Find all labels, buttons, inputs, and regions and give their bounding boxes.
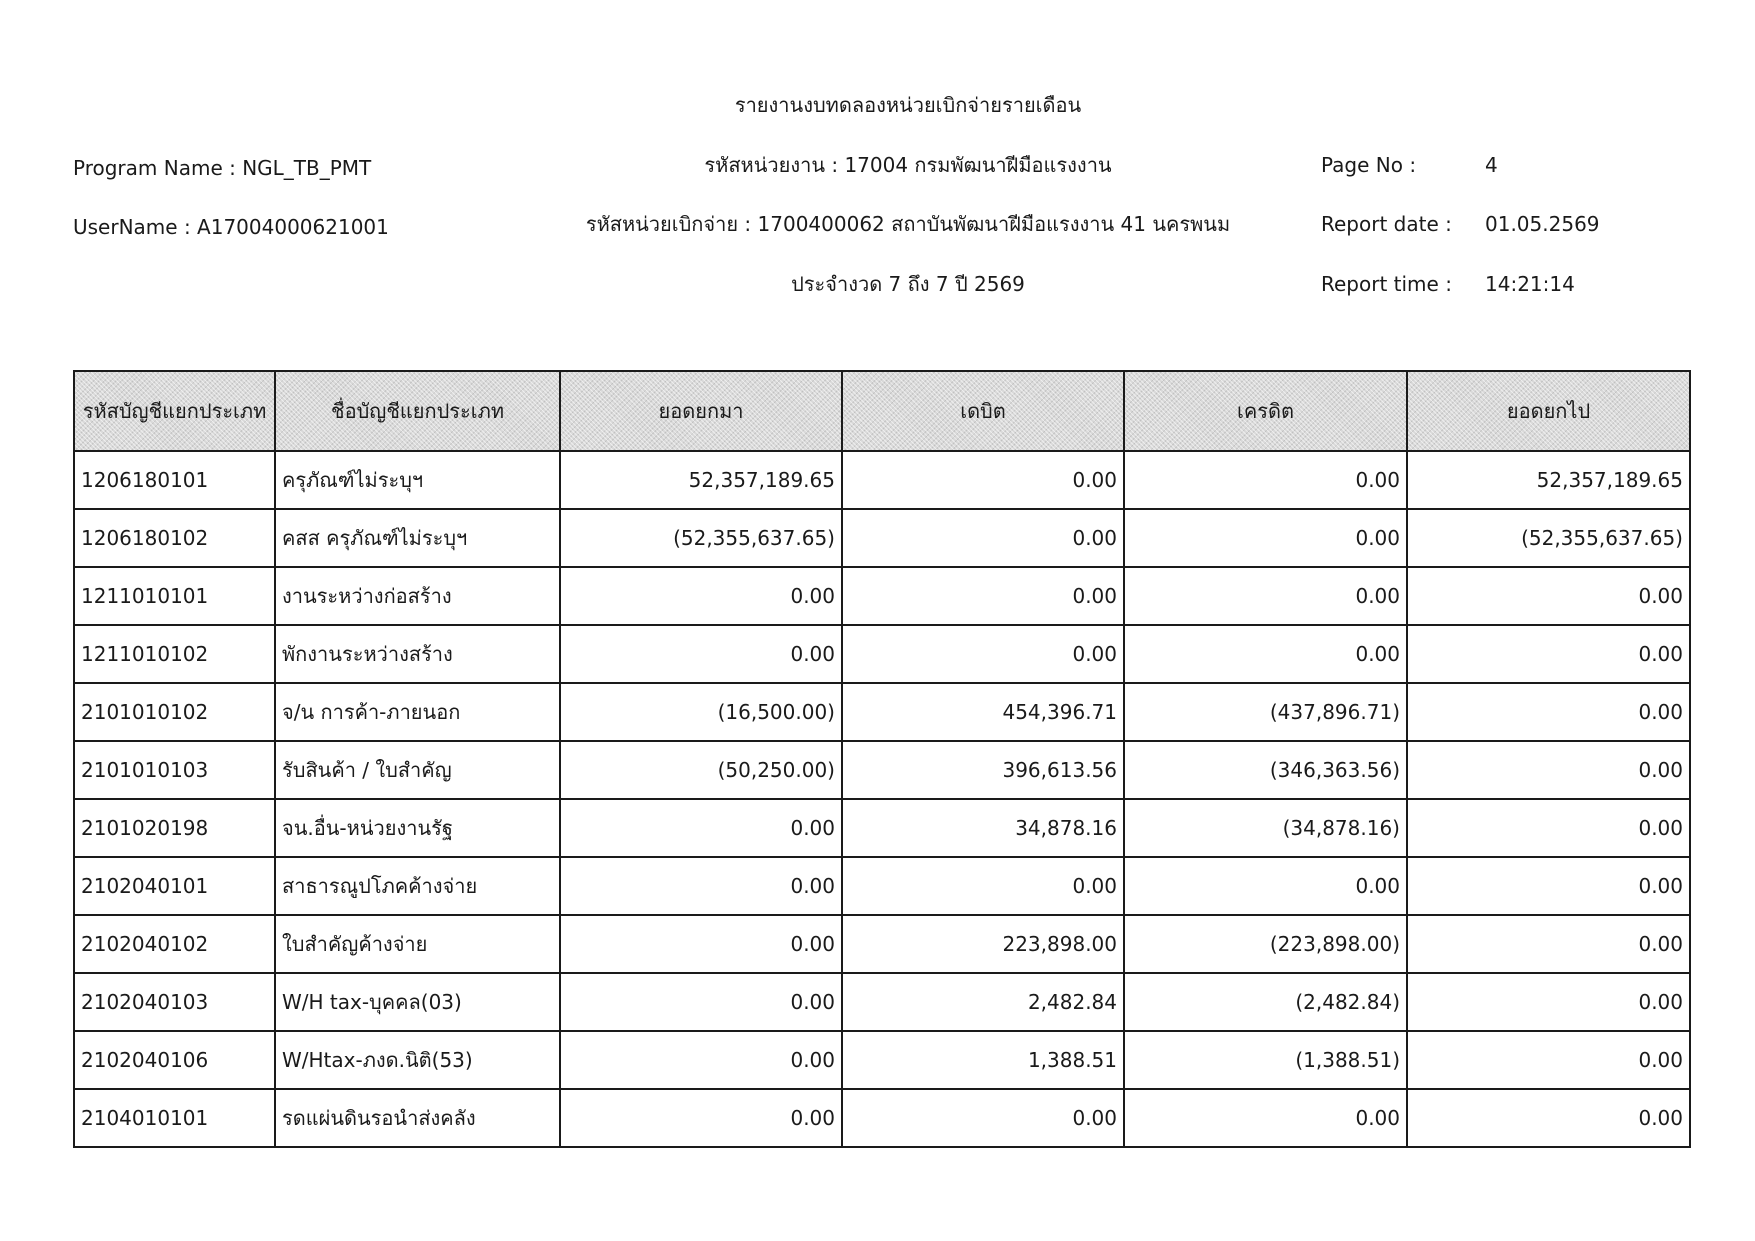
closing-balance: 0.00 xyxy=(1407,567,1690,625)
report-time-label: Report time : xyxy=(1321,272,1452,296)
closing-balance: 0.00 xyxy=(1407,857,1690,915)
header-debit: เดบิต xyxy=(842,371,1124,451)
opening-balance: (50,250.00) xyxy=(560,741,842,799)
account-name: สาธารณูปโภคค้างจ่าย xyxy=(275,857,560,915)
debit: 34,878.16 xyxy=(842,799,1124,857)
credit: (223,898.00) xyxy=(1124,915,1407,973)
credit: (346,363.56) xyxy=(1124,741,1407,799)
credit: (34,878.16) xyxy=(1124,799,1407,857)
table-row xyxy=(74,1031,1690,1089)
account-code: 1206180102 xyxy=(74,509,275,567)
table-row xyxy=(74,915,1690,973)
report-time-value: 14:21:14 xyxy=(1485,272,1575,296)
credit: (437,896.71) xyxy=(1124,683,1407,741)
account-code: 2104010101 xyxy=(74,1089,275,1147)
closing-balance: 52,357,189.65 xyxy=(1407,451,1690,509)
credit: 0.00 xyxy=(1124,509,1407,567)
debit: 223,898.00 xyxy=(842,915,1124,973)
debit: 396,613.56 xyxy=(842,741,1124,799)
disbursing-unit-line: รหัสหน่วยเบิกจ่าย : 1700400062 สถาบันพัฒนาฝีมือแรงงาน 41 นครพนม xyxy=(585,212,1231,236)
account-name: W/H tax-บุคคล(03) xyxy=(275,973,560,1031)
opening-balance: (52,355,637.65) xyxy=(560,509,842,567)
credit: (2,482.84) xyxy=(1124,973,1407,1031)
account-name: คสส ครุภัณฑ์ไม่ระบุฯ xyxy=(275,509,560,567)
opening-balance: 0.00 xyxy=(560,857,842,915)
credit: 0.00 xyxy=(1124,857,1407,915)
opening-balance: 0.00 xyxy=(560,1089,842,1147)
account-name: พักงานระหว่างสร้าง xyxy=(275,625,560,683)
account-name: W/Htax-ภงด.นิติ(53) xyxy=(275,1031,560,1089)
account-code: 2102040103 xyxy=(74,973,275,1031)
debit: 1,388.51 xyxy=(842,1031,1124,1089)
opening-balance: 0.00 xyxy=(560,915,842,973)
program-name: Program Name : NGL_TB_PMT xyxy=(73,156,372,180)
credit: 0.00 xyxy=(1124,625,1407,683)
account-code: 2101010102 xyxy=(74,683,275,741)
closing-balance: 0.00 xyxy=(1407,799,1690,857)
page-no-value: 4 xyxy=(1485,153,1498,177)
account-name: จน.อื่น-หน่วยงานรัฐ xyxy=(275,799,560,857)
table-row xyxy=(74,799,1690,857)
table-row xyxy=(74,625,1690,683)
header-account-code: รหัสบัญชีแยกประเภท xyxy=(74,371,275,451)
report-title: รายงานงบทดลองหน่วยเบิกจ่ายรายเดือน xyxy=(734,93,1082,117)
account-name: ครุภัณฑ์ไม่ระบุฯ xyxy=(275,451,560,509)
report-date-label: Report date : xyxy=(1321,212,1452,236)
account-code: 1211010101 xyxy=(74,567,275,625)
report-date-value: 01.05.2569 xyxy=(1485,212,1600,236)
debit: 0.00 xyxy=(842,567,1124,625)
header-closing-balance: ยอดยกไป xyxy=(1407,371,1690,451)
debit: 0.00 xyxy=(842,625,1124,683)
account-code: 2102040101 xyxy=(74,857,275,915)
closing-balance: 0.00 xyxy=(1407,625,1690,683)
account-name: รับสินค้า / ใบสำคัญ xyxy=(275,741,560,799)
closing-balance: 0.00 xyxy=(1407,1089,1690,1147)
debit: 0.00 xyxy=(842,1089,1124,1147)
table-row xyxy=(74,741,1690,799)
credit: 0.00 xyxy=(1124,1089,1407,1147)
table-header-row xyxy=(74,371,1690,451)
account-code: 2101020198 xyxy=(74,799,275,857)
table-row xyxy=(74,1089,1690,1147)
account-code: 1206180101 xyxy=(74,451,275,509)
table-row xyxy=(74,973,1690,1031)
closing-balance: (52,355,637.65) xyxy=(1407,509,1690,567)
closing-balance: 0.00 xyxy=(1407,741,1690,799)
agency-line: รหัสหน่วยงาน : 17004 กรมพัฒนาฝีมือแรงงาน xyxy=(704,153,1112,177)
opening-balance: 0.00 xyxy=(560,625,842,683)
debit: 0.00 xyxy=(842,451,1124,509)
account-name: จ/น การค้า-ภายนอก xyxy=(275,683,560,741)
opening-balance: 0.00 xyxy=(560,973,842,1031)
closing-balance: 0.00 xyxy=(1407,1031,1690,1089)
closing-balance: 0.00 xyxy=(1407,683,1690,741)
account-code: 2101010103 xyxy=(74,741,275,799)
credit: (1,388.51) xyxy=(1124,1031,1407,1089)
account-code: 1211010102 xyxy=(74,625,275,683)
debit: 0.00 xyxy=(842,509,1124,567)
debit: 454,396.71 xyxy=(842,683,1124,741)
credit: 0.00 xyxy=(1124,567,1407,625)
table-row xyxy=(74,683,1690,741)
page-no-label: Page No : xyxy=(1321,153,1417,177)
opening-balance: 52,357,189.65 xyxy=(560,451,842,509)
table-row xyxy=(74,451,1690,509)
header-account-name: ชื่อบัญชีแยกประเภท xyxy=(275,371,560,451)
user-name: UserName : A17004000621001 xyxy=(73,215,389,239)
account-code: 2102040102 xyxy=(74,915,275,973)
closing-balance: 0.00 xyxy=(1407,973,1690,1031)
closing-balance: 0.00 xyxy=(1407,915,1690,973)
opening-balance: (16,500.00) xyxy=(560,683,842,741)
account-name: ใบสำคัญค้างจ่าย xyxy=(275,915,560,973)
opening-balance: 0.00 xyxy=(560,1031,842,1089)
opening-balance: 0.00 xyxy=(560,567,842,625)
account-code: 2102040106 xyxy=(74,1031,275,1089)
account-name: งานระหว่างก่อสร้าง xyxy=(275,567,560,625)
table-row xyxy=(74,857,1690,915)
trial-balance-table xyxy=(73,370,1691,1148)
credit: 0.00 xyxy=(1124,451,1407,509)
header-opening-balance: ยอดยกมา xyxy=(560,371,842,451)
account-name: รดแผ่นดินรอนำส่งคลัง xyxy=(275,1089,560,1147)
debit: 2,482.84 xyxy=(842,973,1124,1031)
opening-balance: 0.00 xyxy=(560,799,842,857)
debit: 0.00 xyxy=(842,857,1124,915)
header-credit: เครดิต xyxy=(1124,371,1407,451)
table-row xyxy=(74,509,1690,567)
table-row xyxy=(74,567,1690,625)
period-line: ประจำงวด 7 ถึง 7 ปี 2569 xyxy=(791,272,1025,296)
